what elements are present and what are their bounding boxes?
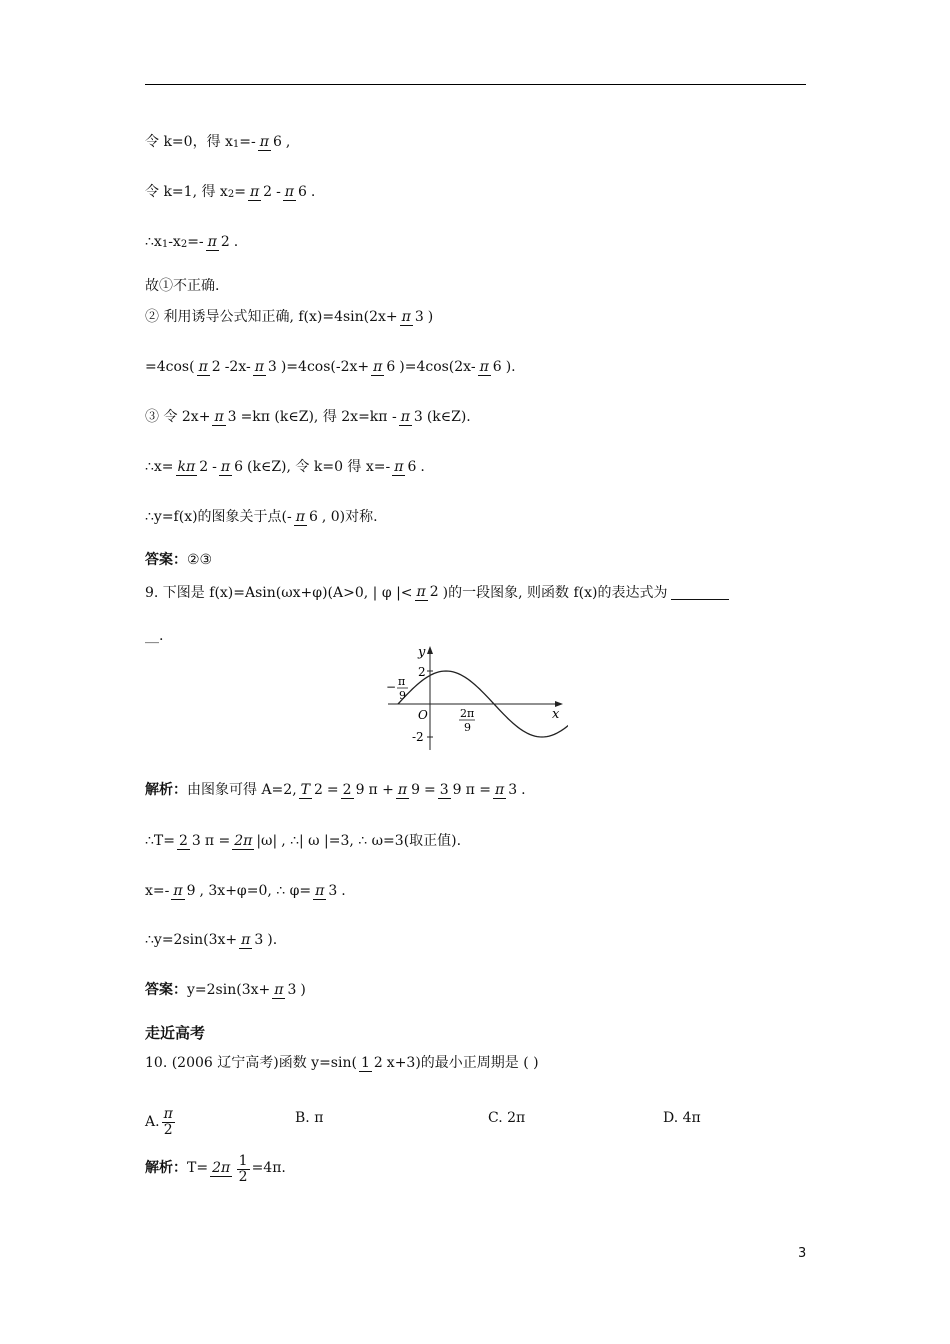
fraction [371, 360, 397, 375]
text: x=- [145, 883, 170, 900]
compound-fraction [210, 1152, 249, 1184]
numerator: 3 [439, 782, 449, 798]
text: = [424, 782, 436, 799]
question-9 [145, 585, 729, 600]
text: 故①不正确. [145, 278, 220, 294]
text: ). [505, 359, 516, 376]
answer-9 [145, 983, 306, 998]
text: = [234, 184, 246, 201]
text: π + [368, 782, 394, 799]
denominator: 6 [492, 359, 502, 375]
text: ∴x [145, 234, 162, 251]
line-diff [145, 235, 238, 250]
text: , 0)对称. [321, 509, 378, 526]
denominator: 3 [227, 409, 237, 425]
subscript: 2 [227, 189, 235, 201]
text: ∴y=2sin(3x+ [145, 932, 238, 949]
line-conclusion-1 [145, 279, 219, 293]
text: . [420, 459, 425, 476]
text: ). [267, 932, 278, 949]
y-axis-label: y [418, 645, 426, 660]
option-c[interactable] [488, 1110, 525, 1126]
numerator: 2π [234, 833, 253, 849]
text: . [521, 782, 526, 799]
line-cos-chain [145, 360, 516, 375]
tick-label-neg2: -2 [412, 730, 424, 744]
text: =4π. [251, 1160, 286, 1177]
numerator: π [207, 234, 217, 250]
subscript: 1 [232, 139, 240, 151]
text: ) [300, 982, 306, 999]
text: x+3)的最小正周期是 ( ) [386, 1055, 539, 1072]
denominator: 3 [191, 833, 201, 849]
text: )=4cos(-2x+ [280, 359, 370, 376]
text: , 3x+φ=0, ∴ φ= [199, 883, 312, 900]
fraction [248, 185, 274, 200]
neg-pi-den: 9 [399, 689, 406, 702]
text: 10. (2006 辽宁高考)函数 y=sin( [145, 1055, 357, 1072]
solution-label: 解析： [145, 1160, 187, 1177]
denominator: 6 [272, 134, 282, 150]
fraction [478, 360, 504, 375]
text: 由图象可得 A=2, [187, 782, 297, 799]
text: ② 利用诱导公式知正确, f(x)=4sin(2x+ [145, 309, 398, 326]
numerator: π [315, 883, 325, 899]
text: , ∴| ω |=3, ∴ ω=3(取正值). [281, 833, 462, 850]
numerator: π [494, 782, 505, 798]
text: . [341, 883, 346, 900]
option-c-label: C. 2π [488, 1110, 526, 1126]
tick-label-2: 2 [418, 665, 426, 679]
text: = [326, 782, 339, 799]
text: ∴x= [145, 459, 174, 476]
text: . [233, 234, 239, 251]
section-title: 走近高考 [145, 1024, 206, 1042]
y-axis-arrow [427, 646, 433, 654]
denominator: 2 [211, 359, 221, 375]
denominator: 6 [308, 509, 318, 525]
numerator: π [284, 184, 294, 200]
subscript: 2 [180, 239, 188, 251]
text: π = [204, 833, 231, 850]
option-a[interactable] [145, 1107, 177, 1137]
fraction [399, 410, 425, 425]
numerator: π [241, 932, 251, 948]
denominator: 2 [373, 1055, 383, 1071]
denominator: 3 [267, 359, 277, 375]
fraction [162, 1107, 175, 1137]
denominator: 3 [508, 782, 518, 798]
text: =- [187, 234, 204, 251]
text: ∴T= [145, 833, 175, 850]
answer-blank [671, 585, 729, 600]
fraction [171, 884, 197, 899]
text: T= [187, 1160, 209, 1177]
fraction [415, 585, 441, 600]
denominator: |ω| [256, 833, 278, 849]
denominator: 2 [238, 1168, 248, 1185]
fraction [258, 135, 284, 150]
fraction [272, 983, 298, 998]
text: π = [465, 782, 491, 799]
numerator: 2 [178, 833, 188, 849]
option-d[interactable] [663, 1110, 701, 1126]
text: . [310, 184, 316, 201]
fraction [197, 360, 223, 375]
numerator: π [400, 409, 410, 425]
answer-8 [145, 553, 212, 567]
numerator: 1 [360, 1055, 370, 1071]
text: ∴y=f(x)的图象关于点(- [145, 509, 292, 526]
solution-10 [145, 1152, 286, 1184]
numerator: π [295, 509, 305, 525]
denominator: 3 [328, 883, 338, 899]
header-rule [145, 84, 806, 85]
answer-label: 答案： [145, 982, 187, 999]
option-b[interactable] [295, 1110, 323, 1126]
text: )=4cos(2x- [399, 359, 476, 376]
fraction [359, 1056, 385, 1071]
numerator: π [479, 359, 489, 375]
fraction [294, 510, 320, 525]
fraction [313, 884, 339, 899]
numerator: π [163, 1106, 173, 1122]
numerator: π [401, 309, 411, 325]
numerator: π [397, 782, 408, 798]
text: - [212, 459, 217, 476]
solution-9-line-4 [145, 933, 277, 948]
text: 令 k=0，得 x [145, 134, 233, 151]
line-k0 [145, 135, 290, 150]
solution-label: 解析： [145, 782, 187, 799]
line-statement-2 [145, 310, 433, 325]
text: =4cos( [145, 359, 195, 376]
fraction [400, 310, 426, 325]
text: 令 k=1, 得 x [145, 184, 228, 201]
fraction [438, 783, 464, 798]
text: ③ 令 2x+ [145, 409, 211, 426]
denominator: 3 [287, 982, 297, 998]
pos-tick-num: 2π [460, 707, 475, 720]
text: 9. 下图是 f(x)=Asin(ωx+φ)(A>0, | φ |< [145, 584, 413, 601]
sine-graph [378, 640, 568, 755]
numerator: π [259, 134, 269, 150]
numerator: π [373, 359, 383, 375]
fraction [219, 460, 245, 475]
fraction [177, 834, 203, 849]
fraction [392, 460, 418, 475]
neg-sign: − [386, 680, 397, 694]
option-b-label: B. π [295, 1110, 324, 1126]
option-a-label: A. [145, 1114, 160, 1131]
denominator: 3 [414, 309, 424, 325]
text: )的一段图象, 则函数 f(x)的表达式为 [442, 584, 668, 601]
fraction [299, 783, 325, 798]
denominator: 2 [429, 584, 439, 601]
denominator: 9 [452, 782, 462, 798]
numerator: π [274, 982, 284, 998]
denominator: 9 [355, 782, 365, 798]
fraction [396, 783, 422, 798]
fraction [283, 185, 309, 200]
denominator: 3 [254, 932, 264, 948]
numerator: 2π [212, 1160, 231, 1177]
numerator: T [300, 782, 310, 798]
numerator: π [416, 584, 426, 601]
fraction [253, 360, 279, 375]
numerator: 2 [342, 782, 352, 798]
answer-label: 答案： [145, 552, 187, 568]
numerator: π [214, 409, 224, 425]
line-x-solution [145, 460, 425, 475]
numerator: π [198, 359, 208, 375]
text: =kπ (k∈Z), 得 2x=kπ - [240, 409, 397, 426]
solution-9-line-1 [145, 783, 526, 798]
denominator: 2 [263, 184, 273, 200]
text: (k∈Z), 令 k=0 得 x=- [247, 459, 391, 476]
text: (k∈Z). [426, 409, 471, 426]
numerator: π [254, 359, 264, 375]
neg-pi-num: π [398, 675, 406, 688]
subscript: 1 [161, 239, 169, 251]
fraction [341, 783, 367, 798]
fraction [212, 410, 238, 425]
numerator: 1 [238, 1153, 248, 1169]
x-axis-label: x [552, 707, 560, 722]
section-heading [145, 1026, 205, 1041]
numerator: π [249, 184, 260, 200]
question-9-tail [145, 629, 163, 643]
text: =- [239, 134, 256, 151]
fraction [206, 235, 232, 250]
text: ) [427, 309, 434, 326]
line-symmetry [145, 510, 378, 525]
text: __. [145, 628, 164, 644]
inner-fraction [237, 1154, 250, 1184]
text: -2x- [224, 359, 251, 376]
denominator: 9 [186, 883, 196, 899]
text: -x [168, 234, 181, 251]
denominator: 6 [234, 459, 244, 475]
numerator: π [173, 883, 183, 899]
option-d-label: D. 4π [663, 1110, 701, 1126]
solution-9-line-3 [145, 884, 346, 899]
fraction [239, 933, 265, 948]
numerator: kπ [177, 459, 196, 475]
fraction [176, 460, 211, 475]
line-k1 [145, 185, 315, 200]
text: , [285, 134, 291, 151]
denominator: 9 [411, 782, 421, 798]
solution-9-line-2 [145, 834, 461, 849]
denominator: 2 [199, 459, 209, 475]
origin-label: O [418, 708, 428, 722]
denominator: 6 [298, 184, 307, 200]
answer-value: ②③ [187, 552, 213, 568]
numerator: π [394, 459, 404, 475]
denominator: 2 [220, 234, 230, 250]
text: y=2sin(3x+ [187, 982, 271, 999]
fraction [493, 783, 519, 798]
denominator: 2 [314, 782, 323, 798]
pos-tick-den: 9 [464, 721, 471, 734]
page-number: 3 [798, 1246, 807, 1261]
fraction [232, 834, 279, 849]
denominator: 3 [413, 409, 423, 425]
numerator: π [220, 459, 231, 475]
question-10 [145, 1056, 539, 1071]
line-statement-3 [145, 410, 471, 425]
denominator: 6 [407, 459, 417, 475]
denominator: 6 [386, 359, 396, 375]
denominator: 2 [163, 1121, 173, 1138]
text: - [276, 184, 281, 201]
